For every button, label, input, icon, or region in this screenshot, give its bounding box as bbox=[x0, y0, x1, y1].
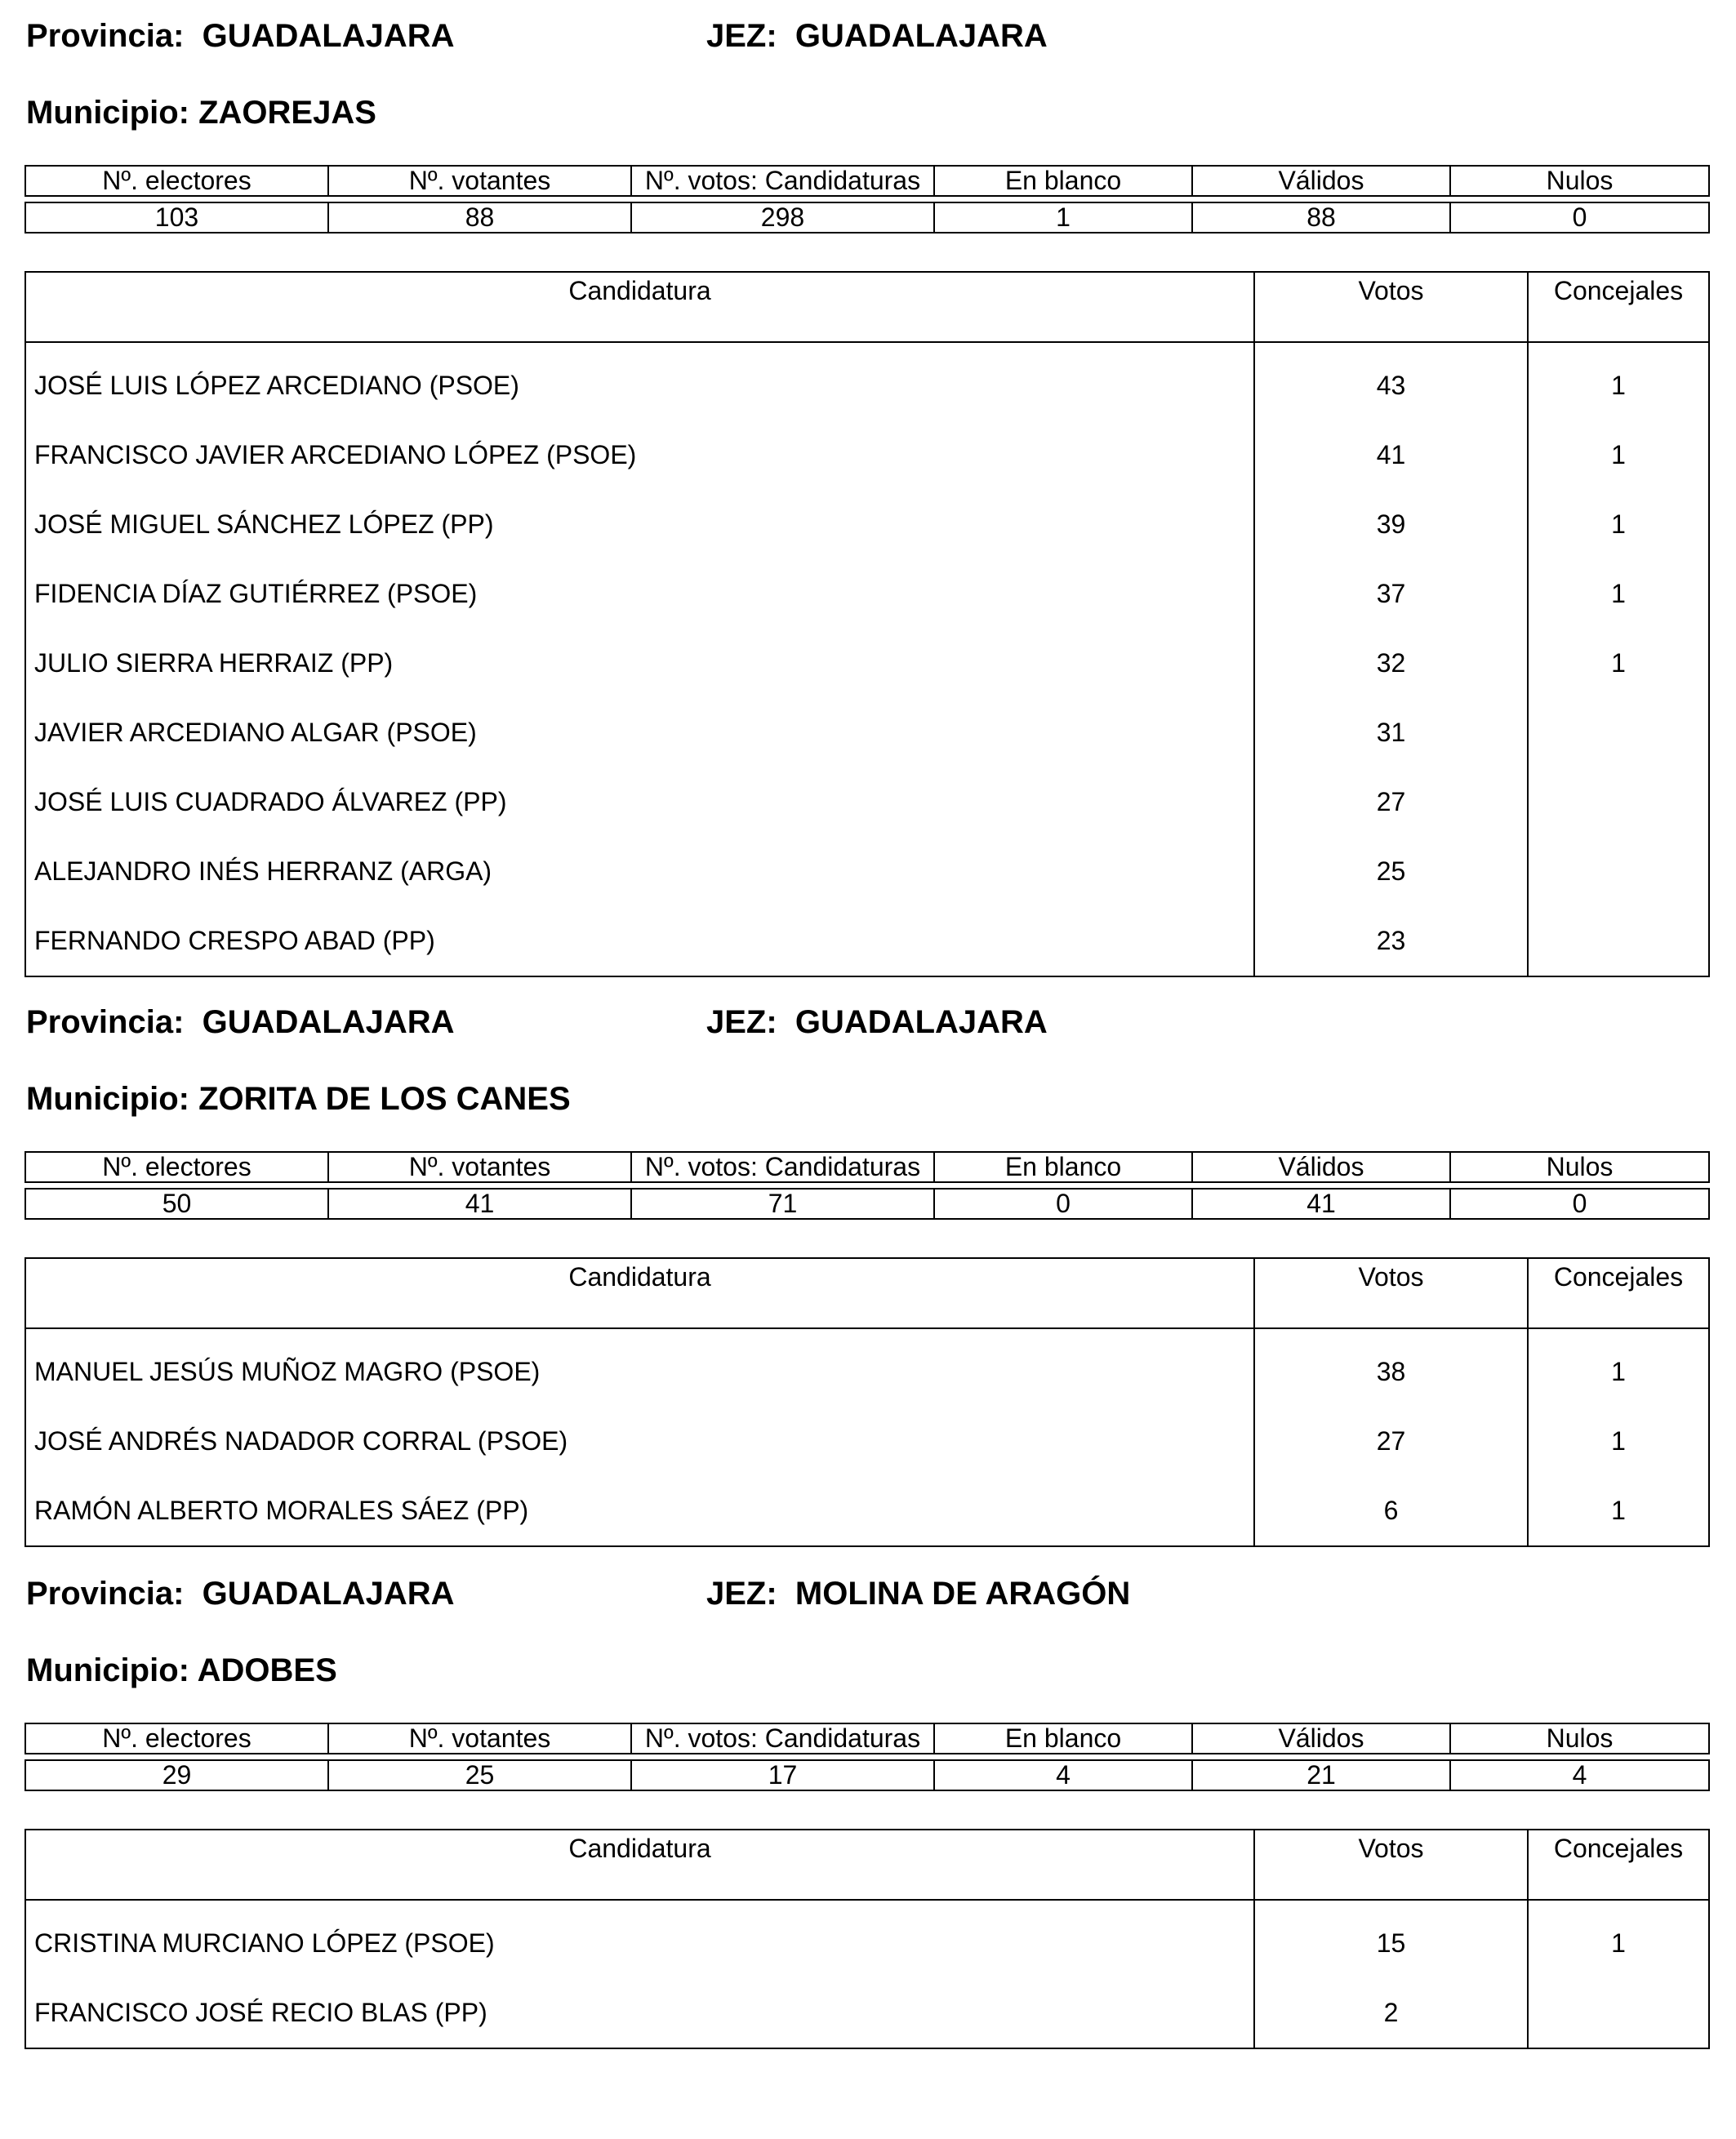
gap-cell bbox=[25, 196, 328, 202]
summary-value-cell: 50 bbox=[25, 1189, 328, 1219]
jez-value: GUADALAJARA bbox=[795, 18, 1048, 54]
candidate-name: JOSÉ LUIS CUADRADO ÁLVAREZ (PP) bbox=[25, 767, 1254, 837]
summary-header-cell: En blanco bbox=[934, 166, 1192, 196]
gap-cell bbox=[1192, 1182, 1450, 1189]
municipio-value: ADOBES bbox=[197, 1652, 337, 1688]
jez-heading bbox=[706, 1574, 1130, 1613]
summary-value-cell: 29 bbox=[25, 1760, 328, 1790]
provincia-label: Provincia: bbox=[26, 1576, 185, 1612]
summary-value-cell: 88 bbox=[1192, 202, 1450, 233]
summary-header-cell: Nº. electores bbox=[25, 1723, 328, 1754]
candidate-name: FIDENCIA DÍAZ GUTIÉRREZ (PSOE) bbox=[25, 559, 1254, 629]
gap-cell bbox=[1192, 196, 1450, 202]
jez-label: JEZ: bbox=[706, 18, 777, 54]
candidate-row bbox=[25, 559, 1709, 629]
candidate-name: JAVIER ARCEDIANO ALGAR (PSOE) bbox=[25, 698, 1254, 767]
summary-header-cell: Nº. votantes bbox=[328, 1152, 631, 1182]
candidate-row bbox=[25, 906, 1709, 976]
candidate-row bbox=[25, 1900, 1709, 1978]
candidate-row bbox=[25, 1978, 1709, 2048]
provincia-heading bbox=[26, 1574, 455, 1613]
summary-header-cell: Válidos bbox=[1192, 1723, 1450, 1754]
candidate-name: JOSÉ LUIS LÓPEZ ARCEDIANO (PSOE) bbox=[25, 342, 1254, 420]
candidate-concejales: 1 bbox=[1528, 629, 1709, 698]
jez-value: MOLINA DE ARAGÓN bbox=[795, 1576, 1131, 1612]
gap-cell bbox=[1450, 1182, 1709, 1189]
provincia-heading bbox=[26, 1003, 455, 1042]
municipio-label: Municipio: bbox=[26, 1652, 189, 1688]
candidate-name: JOSÉ MIGUEL SÁNCHEZ LÓPEZ (PP) bbox=[25, 490, 1254, 559]
provincia-value: GUADALAJARA bbox=[202, 1004, 455, 1040]
summary-header-cell: Nº. electores bbox=[25, 166, 328, 196]
provincia-label: Provincia: bbox=[26, 1004, 185, 1040]
gap-cell bbox=[328, 196, 631, 202]
candidate-votes: 37 bbox=[1254, 559, 1528, 629]
candidate-concejales: 1 bbox=[1528, 490, 1709, 559]
gap-cell bbox=[1192, 1754, 1450, 1760]
jez-label: JEZ: bbox=[706, 1004, 777, 1040]
summary-header-row bbox=[25, 166, 1709, 196]
candidate-votes: 2 bbox=[1254, 1978, 1528, 2048]
provincia-label: Provincia: bbox=[26, 18, 185, 54]
candidate-name: RAMÓN ALBERTO MORALES SÁEZ (PP) bbox=[25, 1476, 1254, 1546]
candidates-table bbox=[24, 271, 1710, 977]
candidate-concejales bbox=[1528, 1978, 1709, 2048]
gap-cell bbox=[328, 1182, 631, 1189]
summary-header-cell: En blanco bbox=[934, 1152, 1192, 1182]
summary-value-cell: 41 bbox=[1192, 1189, 1450, 1219]
summary-value-cell: 298 bbox=[631, 202, 934, 233]
summary-header-row bbox=[25, 1723, 1709, 1754]
candidate-row bbox=[25, 490, 1709, 559]
candidate-votes: 15 bbox=[1254, 1900, 1528, 1978]
candidate-name: CRISTINA MURCIANO LÓPEZ (PSOE) bbox=[25, 1900, 1254, 1978]
candidate-row bbox=[25, 629, 1709, 698]
summary-header-cell: Nº. votantes bbox=[328, 1723, 631, 1754]
candidate-votes: 31 bbox=[1254, 698, 1528, 767]
gap-cell bbox=[25, 1182, 328, 1189]
summary-value-cell: 103 bbox=[25, 202, 328, 233]
gap-cell bbox=[631, 1182, 934, 1189]
candidate-concejales: 1 bbox=[1528, 420, 1709, 490]
summary-header-cell: Nº. electores bbox=[25, 1152, 328, 1182]
summary-values-row bbox=[25, 202, 1709, 233]
gap-cell bbox=[934, 1182, 1192, 1189]
candidate-votes: 38 bbox=[1254, 1328, 1528, 1407]
summary-gap bbox=[25, 1182, 1709, 1189]
summary-values-row bbox=[25, 1760, 1709, 1790]
municipio-heading bbox=[26, 93, 376, 132]
provincia-value: GUADALAJARA bbox=[202, 1576, 455, 1612]
candidate-votes: 6 bbox=[1254, 1476, 1528, 1546]
candidates-header-row bbox=[25, 1830, 1709, 1900]
candidate-name: MANUEL JESÚS MUÑOZ MAGRO (PSOE) bbox=[25, 1328, 1254, 1407]
summary-value-cell: 71 bbox=[631, 1189, 934, 1219]
candidate-row bbox=[25, 837, 1709, 906]
gap-cell bbox=[328, 1754, 631, 1760]
gap-cell bbox=[631, 1754, 934, 1760]
candidates-header-row bbox=[25, 1258, 1709, 1328]
gap-cell bbox=[934, 1754, 1192, 1760]
summary-header-cell: Nº. votos: Candidaturas bbox=[631, 166, 934, 196]
gap-cell bbox=[25, 1754, 328, 1760]
candidates-header-cell: Votos bbox=[1254, 1258, 1528, 1328]
summary-value-cell: 1 bbox=[934, 202, 1192, 233]
municipio-label: Municipio: bbox=[26, 1081, 189, 1117]
candidate-votes: 32 bbox=[1254, 629, 1528, 698]
candidate-concejales bbox=[1528, 698, 1709, 767]
municipio-value: ZAOREJAS bbox=[198, 95, 376, 131]
candidate-concejales: 1 bbox=[1528, 1407, 1709, 1476]
candidate-row bbox=[25, 420, 1709, 490]
candidates-header-cell: Votos bbox=[1254, 1830, 1528, 1900]
candidate-votes: 39 bbox=[1254, 490, 1528, 559]
candidate-name: JOSÉ ANDRÉS NADADOR CORRAL (PSOE) bbox=[25, 1407, 1254, 1476]
candidates-table bbox=[24, 1257, 1710, 1547]
candidate-concejales: 1 bbox=[1528, 1900, 1709, 1978]
summary-value-cell: 21 bbox=[1192, 1760, 1450, 1790]
candidates-header-cell: Concejales bbox=[1528, 1258, 1709, 1328]
candidate-votes: 25 bbox=[1254, 837, 1528, 906]
summary-value-cell: 4 bbox=[934, 1760, 1192, 1790]
summary-gap bbox=[25, 196, 1709, 202]
municipio-value: ZORITA DE LOS CANES bbox=[198, 1081, 571, 1117]
candidate-votes: 41 bbox=[1254, 420, 1528, 490]
candidate-concejales: 1 bbox=[1528, 342, 1709, 420]
summary-header-cell: En blanco bbox=[934, 1723, 1192, 1754]
summary-table bbox=[24, 1723, 1710, 1791]
summary-header-cell: Nulos bbox=[1450, 1152, 1709, 1182]
summary-header-cell: Nulos bbox=[1450, 1723, 1709, 1754]
gap-cell bbox=[934, 196, 1192, 202]
summary-value-cell: 0 bbox=[934, 1189, 1192, 1219]
summary-header-cell: Nº. votos: Candidaturas bbox=[631, 1723, 934, 1754]
provincia-value: GUADALAJARA bbox=[202, 18, 455, 54]
candidates-header-cell: Candidatura bbox=[25, 1830, 1254, 1900]
candidates-header-cell: Concejales bbox=[1528, 1830, 1709, 1900]
jez-value: GUADALAJARA bbox=[795, 1004, 1048, 1040]
candidate-row bbox=[25, 342, 1709, 420]
municipio-label: Municipio: bbox=[26, 95, 189, 131]
candidate-name: FERNANDO CRESPO ABAD (PP) bbox=[25, 906, 1254, 976]
summary-value-cell: 0 bbox=[1450, 1189, 1709, 1219]
candidates-header-cell: Candidatura bbox=[25, 1258, 1254, 1328]
candidate-votes: 27 bbox=[1254, 767, 1528, 837]
candidate-name: FRANCISCO JAVIER ARCEDIANO LÓPEZ (PSOE) bbox=[25, 420, 1254, 490]
candidate-row bbox=[25, 1407, 1709, 1476]
summary-value-cell: 25 bbox=[328, 1760, 631, 1790]
summary-values-row bbox=[25, 1189, 1709, 1219]
gap-cell bbox=[631, 196, 934, 202]
gap-cell bbox=[1450, 196, 1709, 202]
candidates-table bbox=[24, 1829, 1710, 2049]
summary-gap bbox=[25, 1754, 1709, 1760]
candidate-row bbox=[25, 767, 1709, 837]
summary-header-cell: Nº. votos: Candidaturas bbox=[631, 1152, 934, 1182]
candidate-name: ALEJANDRO INÉS HERRANZ (ARGA) bbox=[25, 837, 1254, 906]
candidate-concejales bbox=[1528, 837, 1709, 906]
summary-header-cell: Válidos bbox=[1192, 166, 1450, 196]
summary-value-cell: 88 bbox=[328, 202, 631, 233]
summary-value-cell: 17 bbox=[631, 1760, 934, 1790]
candidate-row bbox=[25, 698, 1709, 767]
gap-cell bbox=[1450, 1754, 1709, 1760]
summary-header-row bbox=[25, 1152, 1709, 1182]
summary-value-cell: 0 bbox=[1450, 202, 1709, 233]
candidates-header-cell: Concejales bbox=[1528, 272, 1709, 342]
candidates-header-row bbox=[25, 272, 1709, 342]
candidate-votes: 27 bbox=[1254, 1407, 1528, 1476]
summary-value-cell: 4 bbox=[1450, 1760, 1709, 1790]
summary-header-cell: Nulos bbox=[1450, 166, 1709, 196]
candidate-votes: 43 bbox=[1254, 342, 1528, 420]
jez-heading bbox=[706, 16, 1048, 56]
candidates-header-cell: Votos bbox=[1254, 272, 1528, 342]
candidate-name: JULIO SIERRA HERRAIZ (PP) bbox=[25, 629, 1254, 698]
candidates-header-cell: Candidatura bbox=[25, 272, 1254, 342]
municipio-heading bbox=[26, 1079, 571, 1118]
candidate-concejales bbox=[1528, 906, 1709, 976]
candidate-concejales: 1 bbox=[1528, 1328, 1709, 1407]
jez-heading bbox=[706, 1003, 1048, 1042]
summary-header-cell: Nº. votantes bbox=[328, 166, 631, 196]
provincia-heading bbox=[26, 16, 455, 56]
candidate-row bbox=[25, 1476, 1709, 1546]
candidate-concejales bbox=[1528, 767, 1709, 837]
summary-value-cell: 41 bbox=[328, 1189, 631, 1219]
summary-table bbox=[24, 1151, 1710, 1220]
candidate-concejales: 1 bbox=[1528, 1476, 1709, 1546]
candidate-votes: 23 bbox=[1254, 906, 1528, 976]
candidate-name: FRANCISCO JOSÉ RECIO BLAS (PP) bbox=[25, 1978, 1254, 2048]
candidate-concejales: 1 bbox=[1528, 559, 1709, 629]
summary-header-cell: Válidos bbox=[1192, 1152, 1450, 1182]
candidate-row bbox=[25, 1328, 1709, 1407]
summary-table bbox=[24, 165, 1710, 233]
municipio-heading bbox=[26, 1651, 337, 1690]
jez-label: JEZ: bbox=[706, 1576, 777, 1612]
